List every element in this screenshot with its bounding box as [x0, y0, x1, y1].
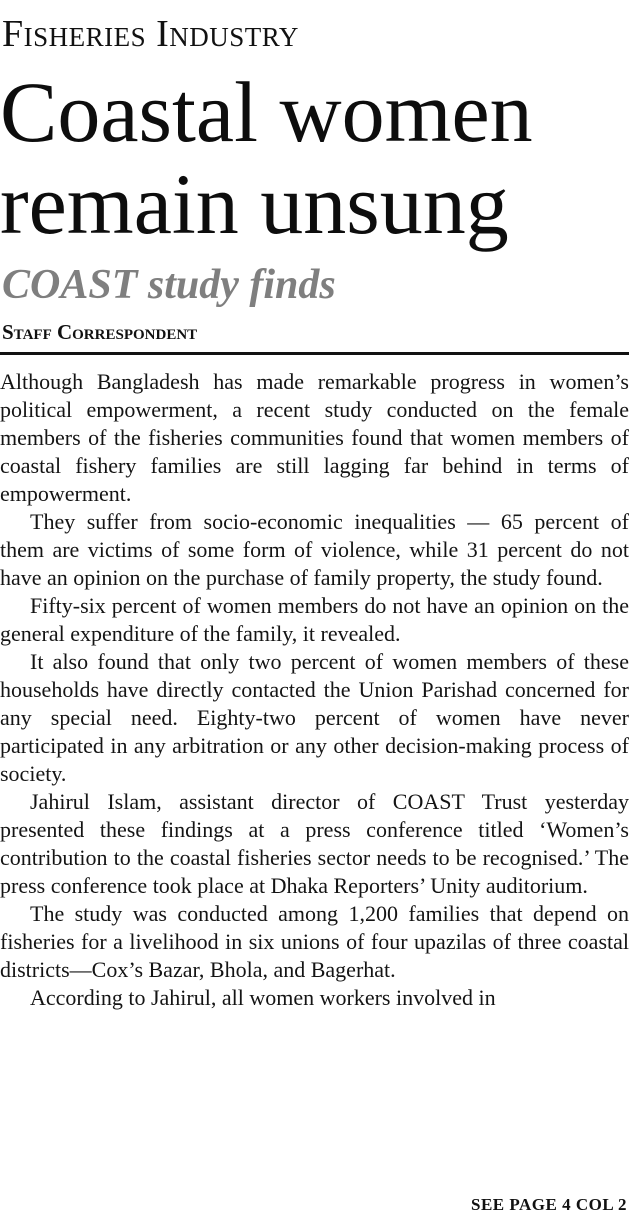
- paragraph-7: According to Jahirul, all women workers involved in: [30, 985, 496, 1010]
- headline-line-2: remain unsung: [0, 156, 509, 252]
- byline: Staff Correspondent: [2, 320, 198, 344]
- paragraph-2: They suffer from socio-economic inequalities — 65 percent of them are victims of some form of violence, while 31 percent do not have an opinion on the purchase of family property, the study found.: [0, 509, 629, 590]
- paragraph-3: Fifty-six percent of women members do not have an opinion on the general expenditure of the family, it revealed.: [0, 593, 629, 646]
- paragraph-5: Jahirul Islam, assistant director of COAST Trust yesterday presented these findings at a press conference titled ‘Women’s contribution to the coastal fisheries sector needs to be recognised.’ The press conference took place at Dhaka Reporters’ Unity auditorium.: [0, 789, 629, 898]
- continuation-jump: SEE PAGE 4 COL 2: [471, 1195, 627, 1214]
- article-body: [0, 368, 629, 1012]
- subheadline: COAST study finds: [2, 262, 336, 308]
- paragraph-4: It also found that only two percent of women members of these households have directly contacted the Union Parishad concerned for any special need. Eighty-two percent of women have never participated in any arbitration or any other decision-making process of society.: [0, 649, 629, 786]
- paragraph-1: Although Bangladesh has made remarkable progress in women’s political empowerment, a recent study conducted on the female members of the fisheries communities found that women members of coastal fishery families are still lagging far behind in terms of empowerment.: [0, 369, 629, 506]
- divider-rule: [0, 352, 629, 355]
- section-kicker: Fisheries Industry: [2, 13, 299, 55]
- headline-line-1: Coastal women: [0, 64, 533, 160]
- paragraph-6: The study was conducted among 1,200 families that depend on fisheries for a livelihood in six unions of four upazilas of three coastal districts—Cox’s Bazar, Bhola, and Bagerhat.: [0, 901, 629, 982]
- headline: [0, 66, 629, 250]
